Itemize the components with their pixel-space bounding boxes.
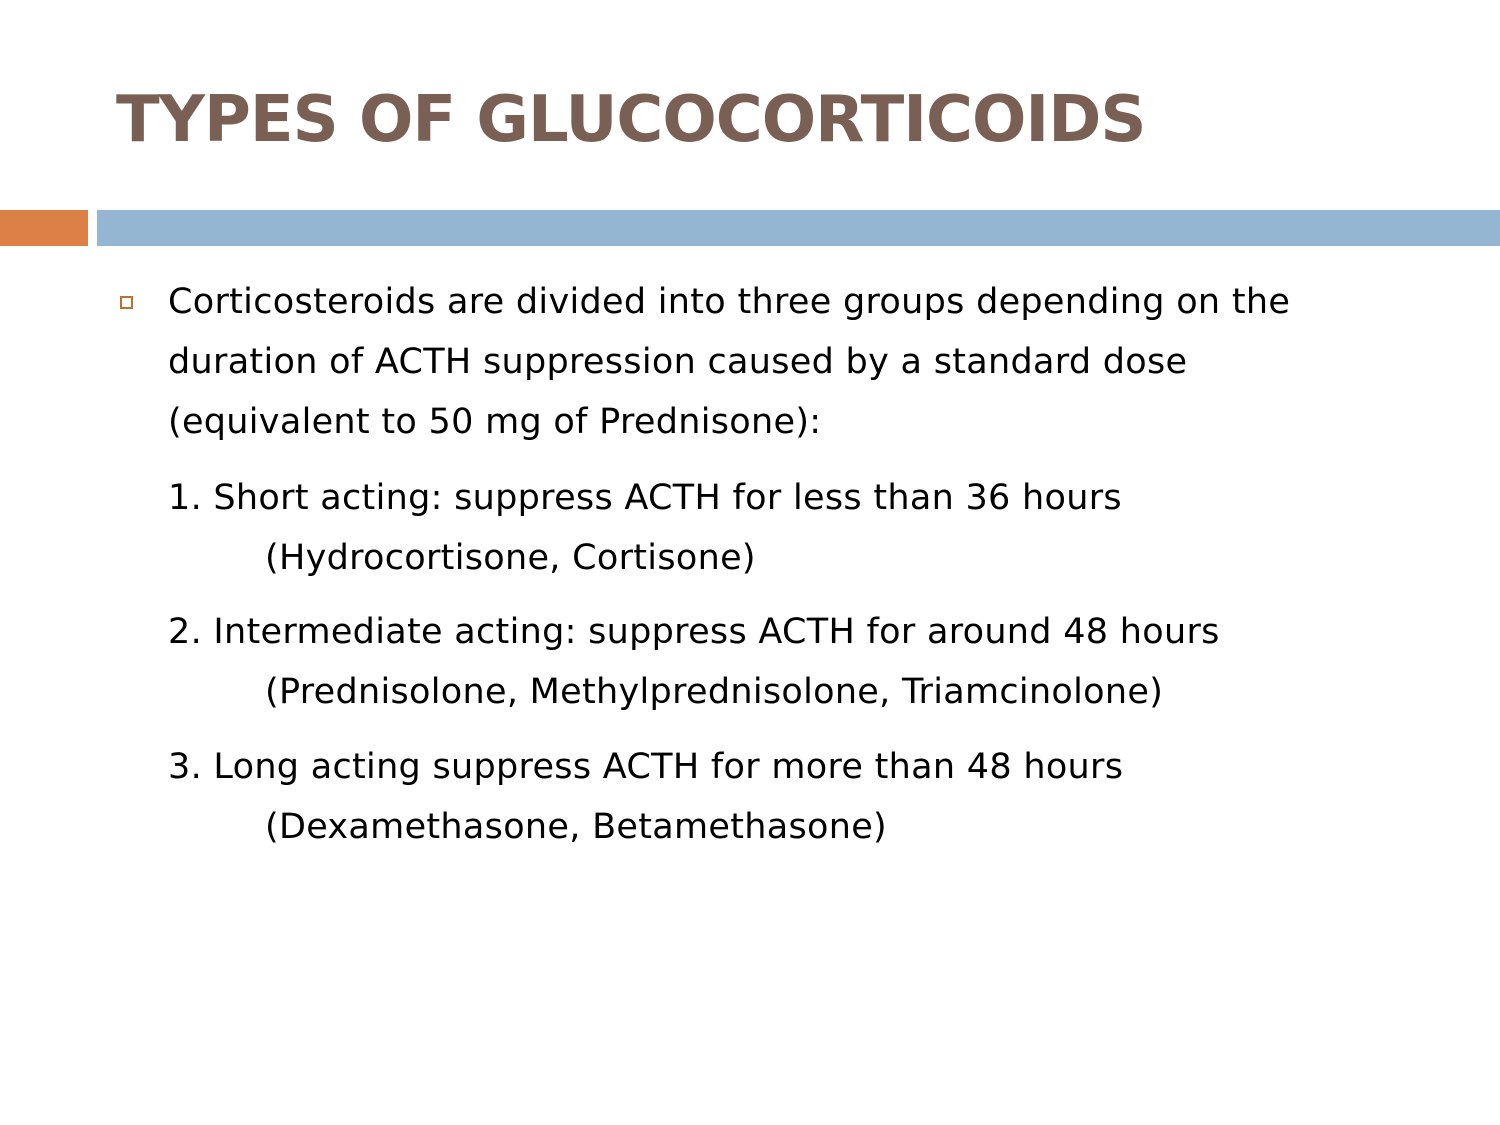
intro-line: duration of ACTH suppression caused by a standard dose [168, 342, 1188, 382]
intro-line: Corticosteroids are divided into three groups depending on the [168, 282, 1291, 322]
list-item-short-acting [168, 468, 1468, 588]
intro-paragraph [168, 272, 1468, 452]
list-item-intermediate-acting [168, 602, 1468, 722]
list-item-examples: (Prednisolone, Methylprednisolone, Triamcinolone) [265, 672, 1164, 712]
list-item-examples: (Dexamethasone, Betamethasone) [265, 807, 887, 847]
list-item-examples: (Hydrocortisone, Cortisone) [265, 538, 756, 578]
list-item-text: 1. Short acting: suppress ACTH for less than 36 hours [168, 478, 1122, 518]
accent-bar-orange [0, 210, 88, 246]
list-item-long-acting [168, 737, 1468, 857]
hollow-square-bullet-icon [120, 296, 133, 309]
slide-title: TYPES OF GLUCOCORTICOIDS [116, 83, 1146, 157]
intro-line: (equivalent to 50 mg of Prednisone): [168, 402, 822, 442]
accent-bar-blue [97, 210, 1500, 246]
list-item-text: 2. Intermediate acting: suppress ACTH for around 48 hours [168, 612, 1220, 652]
list-item-text: 3. Long acting suppress ACTH for more than 48 hours [168, 747, 1124, 787]
